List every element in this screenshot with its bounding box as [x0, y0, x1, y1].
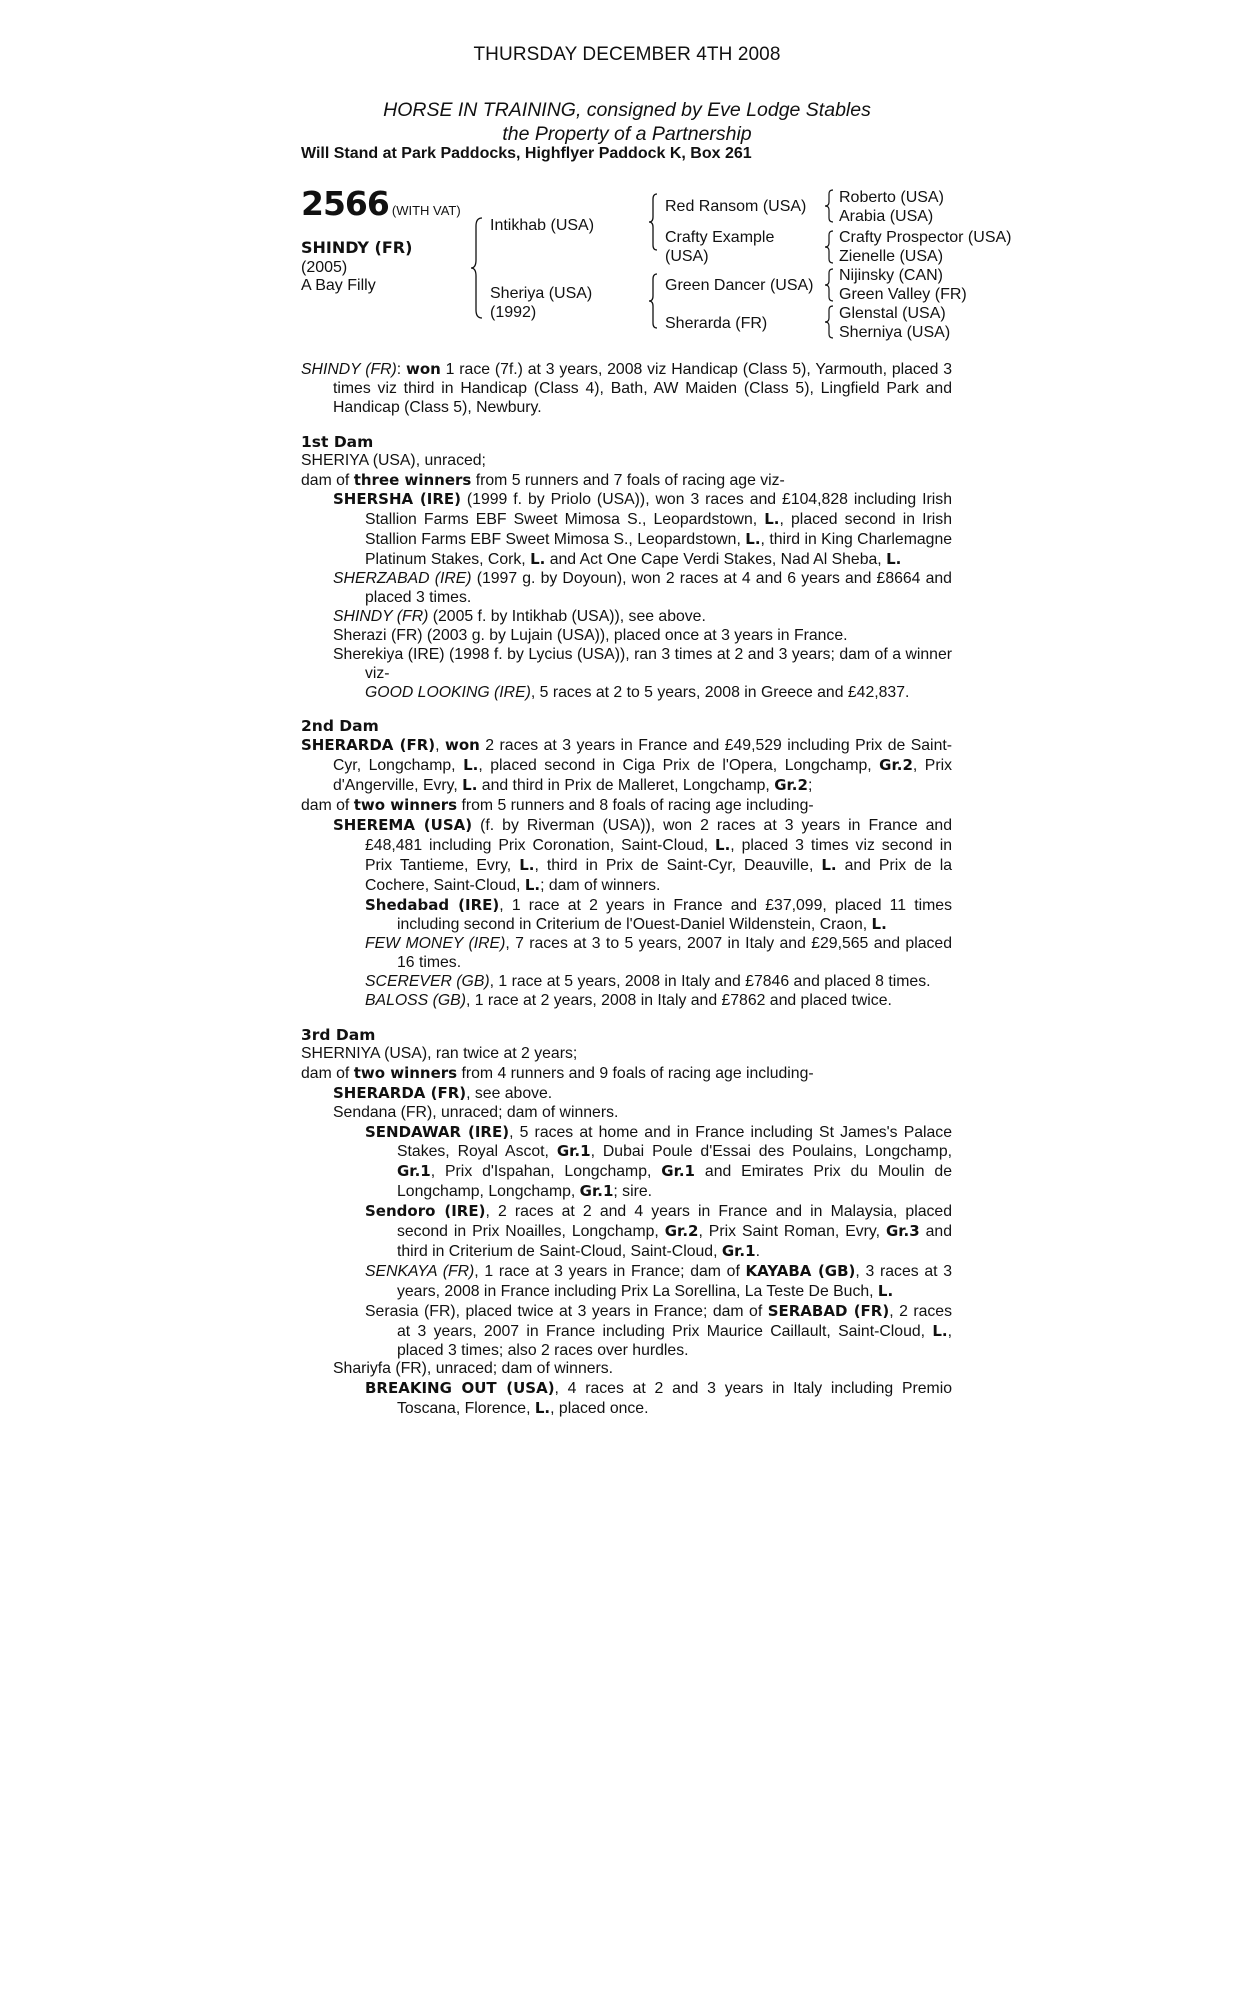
dam: Sheriya (USA) [490, 285, 593, 302]
grandparent-8: Sherniya (USA) [839, 324, 951, 341]
stand-location: Will Stand at Park Paddocks, Highflyer Paddock K, Box 261 [301, 145, 752, 162]
first-dam-line: SHERIYA (USA), unraced; [301, 451, 486, 469]
produce-breaking-out: BREAKING OUT (USA), 4 races at 2 and 3 years in Italy including Premio Toscana, Florence, L., placed once. [365, 1379, 952, 1418]
sire-sire: Red Ransom (USA) [665, 198, 807, 215]
lot-number: 2566 [301, 184, 389, 223]
produce-sherazi: Sherazi (FR) (2003 g. by Lujain (USA)), placed once at 3 years in France. [333, 626, 848, 644]
produce-shariyfa: Shariyfa (FR), unraced; dam of winners. [333, 1360, 614, 1378]
dam-year: (1992) [490, 304, 537, 321]
produce-sherzabad: SHERZABAD (IRE) (1997 g. by Doyoun), won 2 races at 4 and 6 years and £8664 and placed 3 times. [333, 570, 952, 606]
grand-brace-2 [824, 229, 836, 265]
produce-scerever: SCEREVER (GB), 1 race at 5 years, 2008 in Italy and £7846 and placed 8 times. [365, 973, 931, 991]
third-dam-line: SHERNIYA (USA), ran twice at 2 years; [301, 1044, 578, 1062]
vat-note: (WITH VAT) [391, 203, 461, 218]
first-dam-heading: 1st Dam [301, 432, 374, 451]
produce-baloss: BALOSS (GB), 1 race at 2 years, 2008 in Italy and £7862 and placed twice. [365, 992, 892, 1010]
grandparent-3: Crafty Prospector (USA) [839, 229, 1012, 246]
horse-description: A Bay Filly [301, 277, 376, 294]
sire: Intikhab (USA) [490, 217, 595, 234]
produce-sherarda: SHERARDA (FR), see above. [333, 1083, 553, 1102]
race-summary: SHINDY (FR): won 1 race (7f.) at 3 years, 2008 viz Handicap (Class 5), Yarmouth, placed 3 times viz third in Handicap (Class 4), Bath, AW Maiden (Class 5), Lingfield Park and Handicap (Class 5), Newbury. [301, 360, 952, 416]
sire-dam-line1: Crafty Example [665, 229, 775, 246]
sire-line-brace [648, 192, 660, 252]
dam-sire: Green Dancer (USA) [665, 277, 814, 294]
grand-brace-3 [824, 267, 836, 303]
grandparent-7: Glenstal (USA) [839, 305, 946, 322]
sire-dam-brace [470, 216, 486, 320]
produce-shersha: SHERSHA (IRE) (1999 f. by Priolo (USA)), won 3 races and £104,828 including Irish Stallion Farms EBF Sweet Mimosa S., Leopardstown, L., placed second in Irish Stallion Farms EBF Sweet Mimosa S., Leopardstown, L., third in King Charlemagne Platinum Stakes, Cork, L. and Act One Cape Verdi Stakes, Nad Al Sheba, L. [333, 490, 953, 569]
grandparent-5: Nijinsky (CAN) [839, 267, 943, 284]
third-dam-winners: dam of two winners from 4 runners and 9 foals of racing age including- [301, 1063, 814, 1082]
grandparent-1: Roberto (USA) [839, 189, 944, 206]
foaling-year: (2005) [301, 259, 348, 276]
consignment-line: HORSE IN TRAINING, consigned by Eve Lodge Stables [383, 99, 871, 121]
grand-brace-4 [824, 304, 836, 340]
grandparent-6: Green Valley (FR) [839, 286, 967, 303]
second-dam-heading: 2nd Dam [301, 717, 379, 736]
grandparent-4: Zienelle (USA) [839, 248, 944, 265]
sale-date: THURSDAY DECEMBER 4TH 2008 [473, 44, 781, 65]
produce-shedabad: Shedabad (IRE), 1 race at 2 years in France and £37,099, placed 11 times including second in Criterium de l'Ouest-Daniel Wildenstein, Craon, L. [365, 895, 952, 934]
produce-record [301, 360, 952, 1419]
second-dam-record: SHERARDA (FR), won 2 races at 3 years in France and £49,529 including Prix de Saint-Cyr, Longchamp, L., placed second in Ciga Prix de l'Opera, Longchamp, Gr.2, Prix d'Angerville, Evry, L. and third in Prix de Malleret, Longchamp, Gr.2; [301, 736, 953, 795]
produce-shindy: SHINDY (FR) (2005 f. by Intikhab (USA)), see above. [333, 607, 706, 625]
ownership-line: the Property of a Partnership [502, 123, 752, 145]
produce-sendana: Sendana (FR), unraced; dam of winners. [333, 1103, 619, 1121]
horse-name: SHINDY (FR) [301, 238, 413, 257]
produce-senkaya: SENKAYA (FR), 1 race at 3 years in France; dam of KAYABA (GB), 3 races at 3 years, 2008 in France including Prix La Sorellina, La Teste De Buch, L. [365, 1261, 952, 1300]
dam-dam: Sherarda (FR) [665, 315, 768, 332]
produce-sherekiya: Sherekiya (IRE) (1998 f. by Lycius (USA)), ran 3 times at 2 and 3 years; dam of a winner viz- [333, 645, 952, 682]
produce-sherema: SHEREMA (USA) (f. by Riverman (USA)), won 2 races at 3 years in France and £48,481 including Prix Coronation, Saint-Cloud, L., placed 3 times viz second in Prix Tantieme, Evry, L., third in Prix de Saint-Cyr, Deauville, L. and Prix de la Cochere, Saint-Cloud, L.; dam of winners. [333, 815, 952, 894]
produce-serasia: Serasia (FR), placed twice at 3 years in France; dam of SERABAD (FR), 2 races at 3 years, 2007 in France including Prix Maurice Caillault, Saint-Cloud, L., placed 3 times; also 2 races over hurdles. [365, 1301, 952, 1359]
sire-dam-line2: (USA) [665, 248, 709, 265]
produce-good-looking: GOOD LOOKING (IRE), 5 races at 2 to 5 years, 2008 in Greece and £42,837. [365, 683, 910, 701]
dam-line-brace [648, 272, 660, 330]
produce-sendawar: SENDAWAR (IRE), 5 races at home and in France including St James's Palace Stakes, Royal Ascot, Gr.1, Dubai Poule d'Essai des Poulains, Longchamp, Gr.1, Prix d'Ispahan, Longchamp, Gr.1 and Emirates Prix du Moulin de Longchamp, Longchamp, Gr.1; sire. [365, 1122, 952, 1201]
grandparent-2: Arabia (USA) [839, 208, 934, 225]
produce-sendoro: Sendoro (IRE), 2 races at 2 and 4 years in France and in Malaysia, placed second in Prix Noailles, Longchamp, Gr.2, Prix Saint Roman, Evry, Gr.3 and third in Criterium de Saint-Cloud, Saint-Cloud, Gr.1. [365, 1202, 952, 1260]
lot-number-block [301, 184, 461, 223]
produce-few-money: FEW MONEY (IRE), 7 races at 3 to 5 years, 2007 in Italy and £29,565 and placed 16 times. [365, 935, 952, 972]
second-dam-winners: dam of two winners from 5 runners and 8 foals of racing age including- [301, 796, 814, 815]
third-dam-heading: 3rd Dam [301, 1026, 376, 1044]
grand-brace-1 [824, 188, 836, 224]
first-dam-winners: dam of three winners from 5 runners and 7 foals of racing age viz- [301, 470, 785, 489]
